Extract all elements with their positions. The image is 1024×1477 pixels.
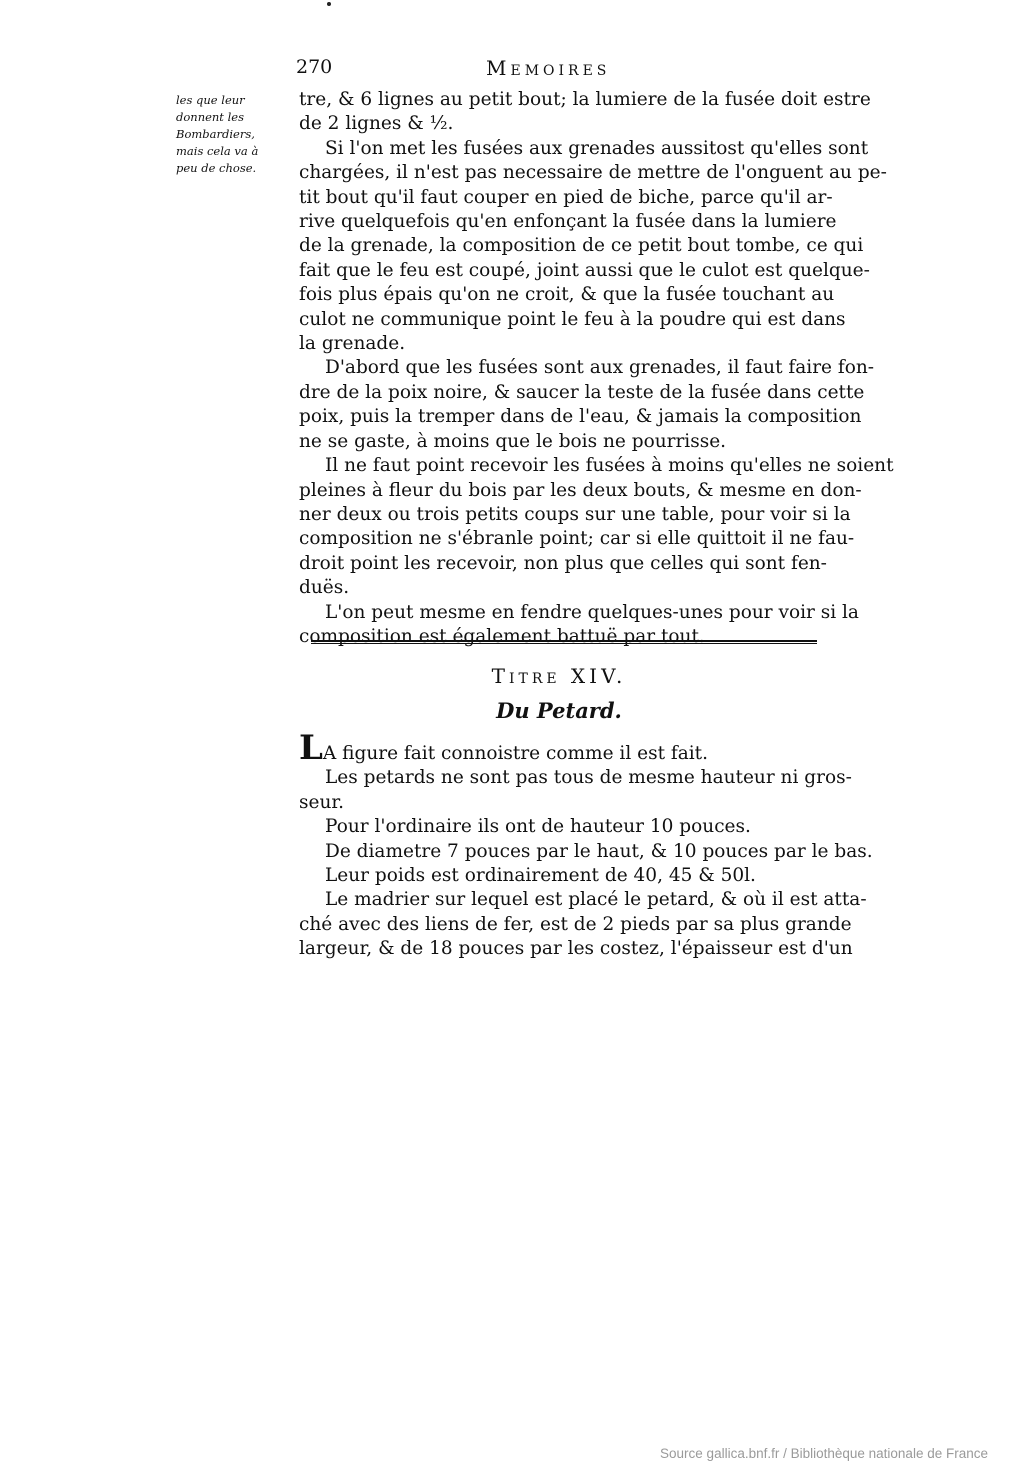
text-line: culot ne communique point le feu à la poudre qui est dans: [299, 308, 846, 330]
text-line: L'on peut mesme en fendre quelques-unes pour voir si la: [325, 601, 859, 623]
margin-note-line: les que leur: [176, 93, 245, 107]
text-line: pleines à fleur du bois par les deux bouts, & mesme en don-: [299, 479, 862, 501]
drop-capital: L: [299, 728, 323, 768]
margin-note-line: donnent les: [176, 110, 244, 124]
text-line: de 2 lignes & ½.: [299, 113, 454, 135]
running-head: [296, 56, 816, 80]
margin-note: [176, 92, 288, 177]
text-line: ne se gaste, à moins que le bois ne pourrisse.: [299, 430, 727, 452]
text-line: tre, & 6 lignes au petit bout; la lumiere de la fusée doit estre: [299, 89, 871, 110]
section-subtitle: Du Petard.: [496, 698, 622, 723]
text-line: Si l'on met les fusées aux grenades aussitost qu'elles sont: [325, 137, 869, 159]
text-line: seur.: [299, 791, 345, 813]
text-line: fois plus épais qu'on ne croit, & que la fusée touchant au: [299, 284, 835, 306]
text-line: tit bout qu'il faut couper en pied de biche, parce qu'il ar-: [299, 186, 833, 208]
text-line: largeur, & de 18 pouces par les costez, l'épaisseur est d'un: [299, 938, 853, 960]
text-line: De diametre 7 pouces par le haut, & 10 pouces par le bas.: [325, 840, 873, 862]
text-line: Le madrier sur lequel est placé le petard, & où il est atta-: [325, 889, 867, 911]
text-line: rive quelquefois qu'en enfonçant la fusée dans la lumiere: [299, 211, 837, 233]
running-title: Memoires: [486, 56, 611, 80]
section-title: Titre XIV.: [491, 664, 627, 688]
text-line: poix, puis la tremper dans de l'eau, & jamais la composition: [299, 406, 862, 428]
page-number: 270: [296, 56, 333, 78]
text-line: Il ne faut point recevoir les fusées à moins qu'elles ne soient: [325, 455, 894, 477]
text-line: ner deux ou trois petits coups sur une table, pour voir si la: [299, 503, 851, 525]
margin-note-line: peu de chose.: [176, 161, 257, 175]
text-line: fait que le feu est coupé, joint aussi que le culot est quelque-: [299, 259, 870, 281]
text-line: de la grenade, la composition de ce petit bout tombe, ce qui: [299, 235, 864, 257]
text-line: duës.: [299, 577, 350, 599]
text-line: composition ne s'ébranle point; car si elle quittoit il ne fau-: [299, 528, 855, 550]
text-line: droit point les recevoir, non plus que celles qui sont fen-: [299, 552, 827, 574]
section-text: [299, 728, 873, 962]
text-line: la grenade.: [299, 333, 406, 355]
text-line: chargées, il n'est pas necessaire de mettre de l'onguent au pe-: [299, 162, 887, 184]
text-line: D'abord que les fusées sont aux grenades, il faut faire fon-: [325, 357, 875, 379]
body-text: [299, 88, 894, 649]
section-divider: [311, 640, 817, 644]
text-line: Pour l'ordinaire ils ont de hauteur 10 pouces.: [325, 816, 751, 838]
text-line-dropcap: LA figure fait connoistre comme il est fait.: [299, 728, 709, 768]
margin-note-line: mais cela va à: [176, 144, 259, 158]
text-line: Leur poids est ordinairement de 40, 45 & 50l.: [325, 865, 756, 887]
text-line: composition est également battuë par tout.: [299, 625, 705, 647]
margin-note-line: Bombardiers,: [176, 127, 255, 141]
ink-speck: [327, 2, 331, 6]
text-line: Les petards ne sont pas tous de mesme hauteur ni gros-: [325, 767, 852, 789]
text-line: ché avec des liens de fer, est de 2 pieds par sa plus grande: [299, 913, 852, 935]
source-footer: Source gallica.bnf.fr / Bibliothèque nationale de France: [660, 1446, 988, 1461]
text-line: dre de la poix noire, & saucer la teste de la fusée dans cette: [299, 381, 865, 403]
